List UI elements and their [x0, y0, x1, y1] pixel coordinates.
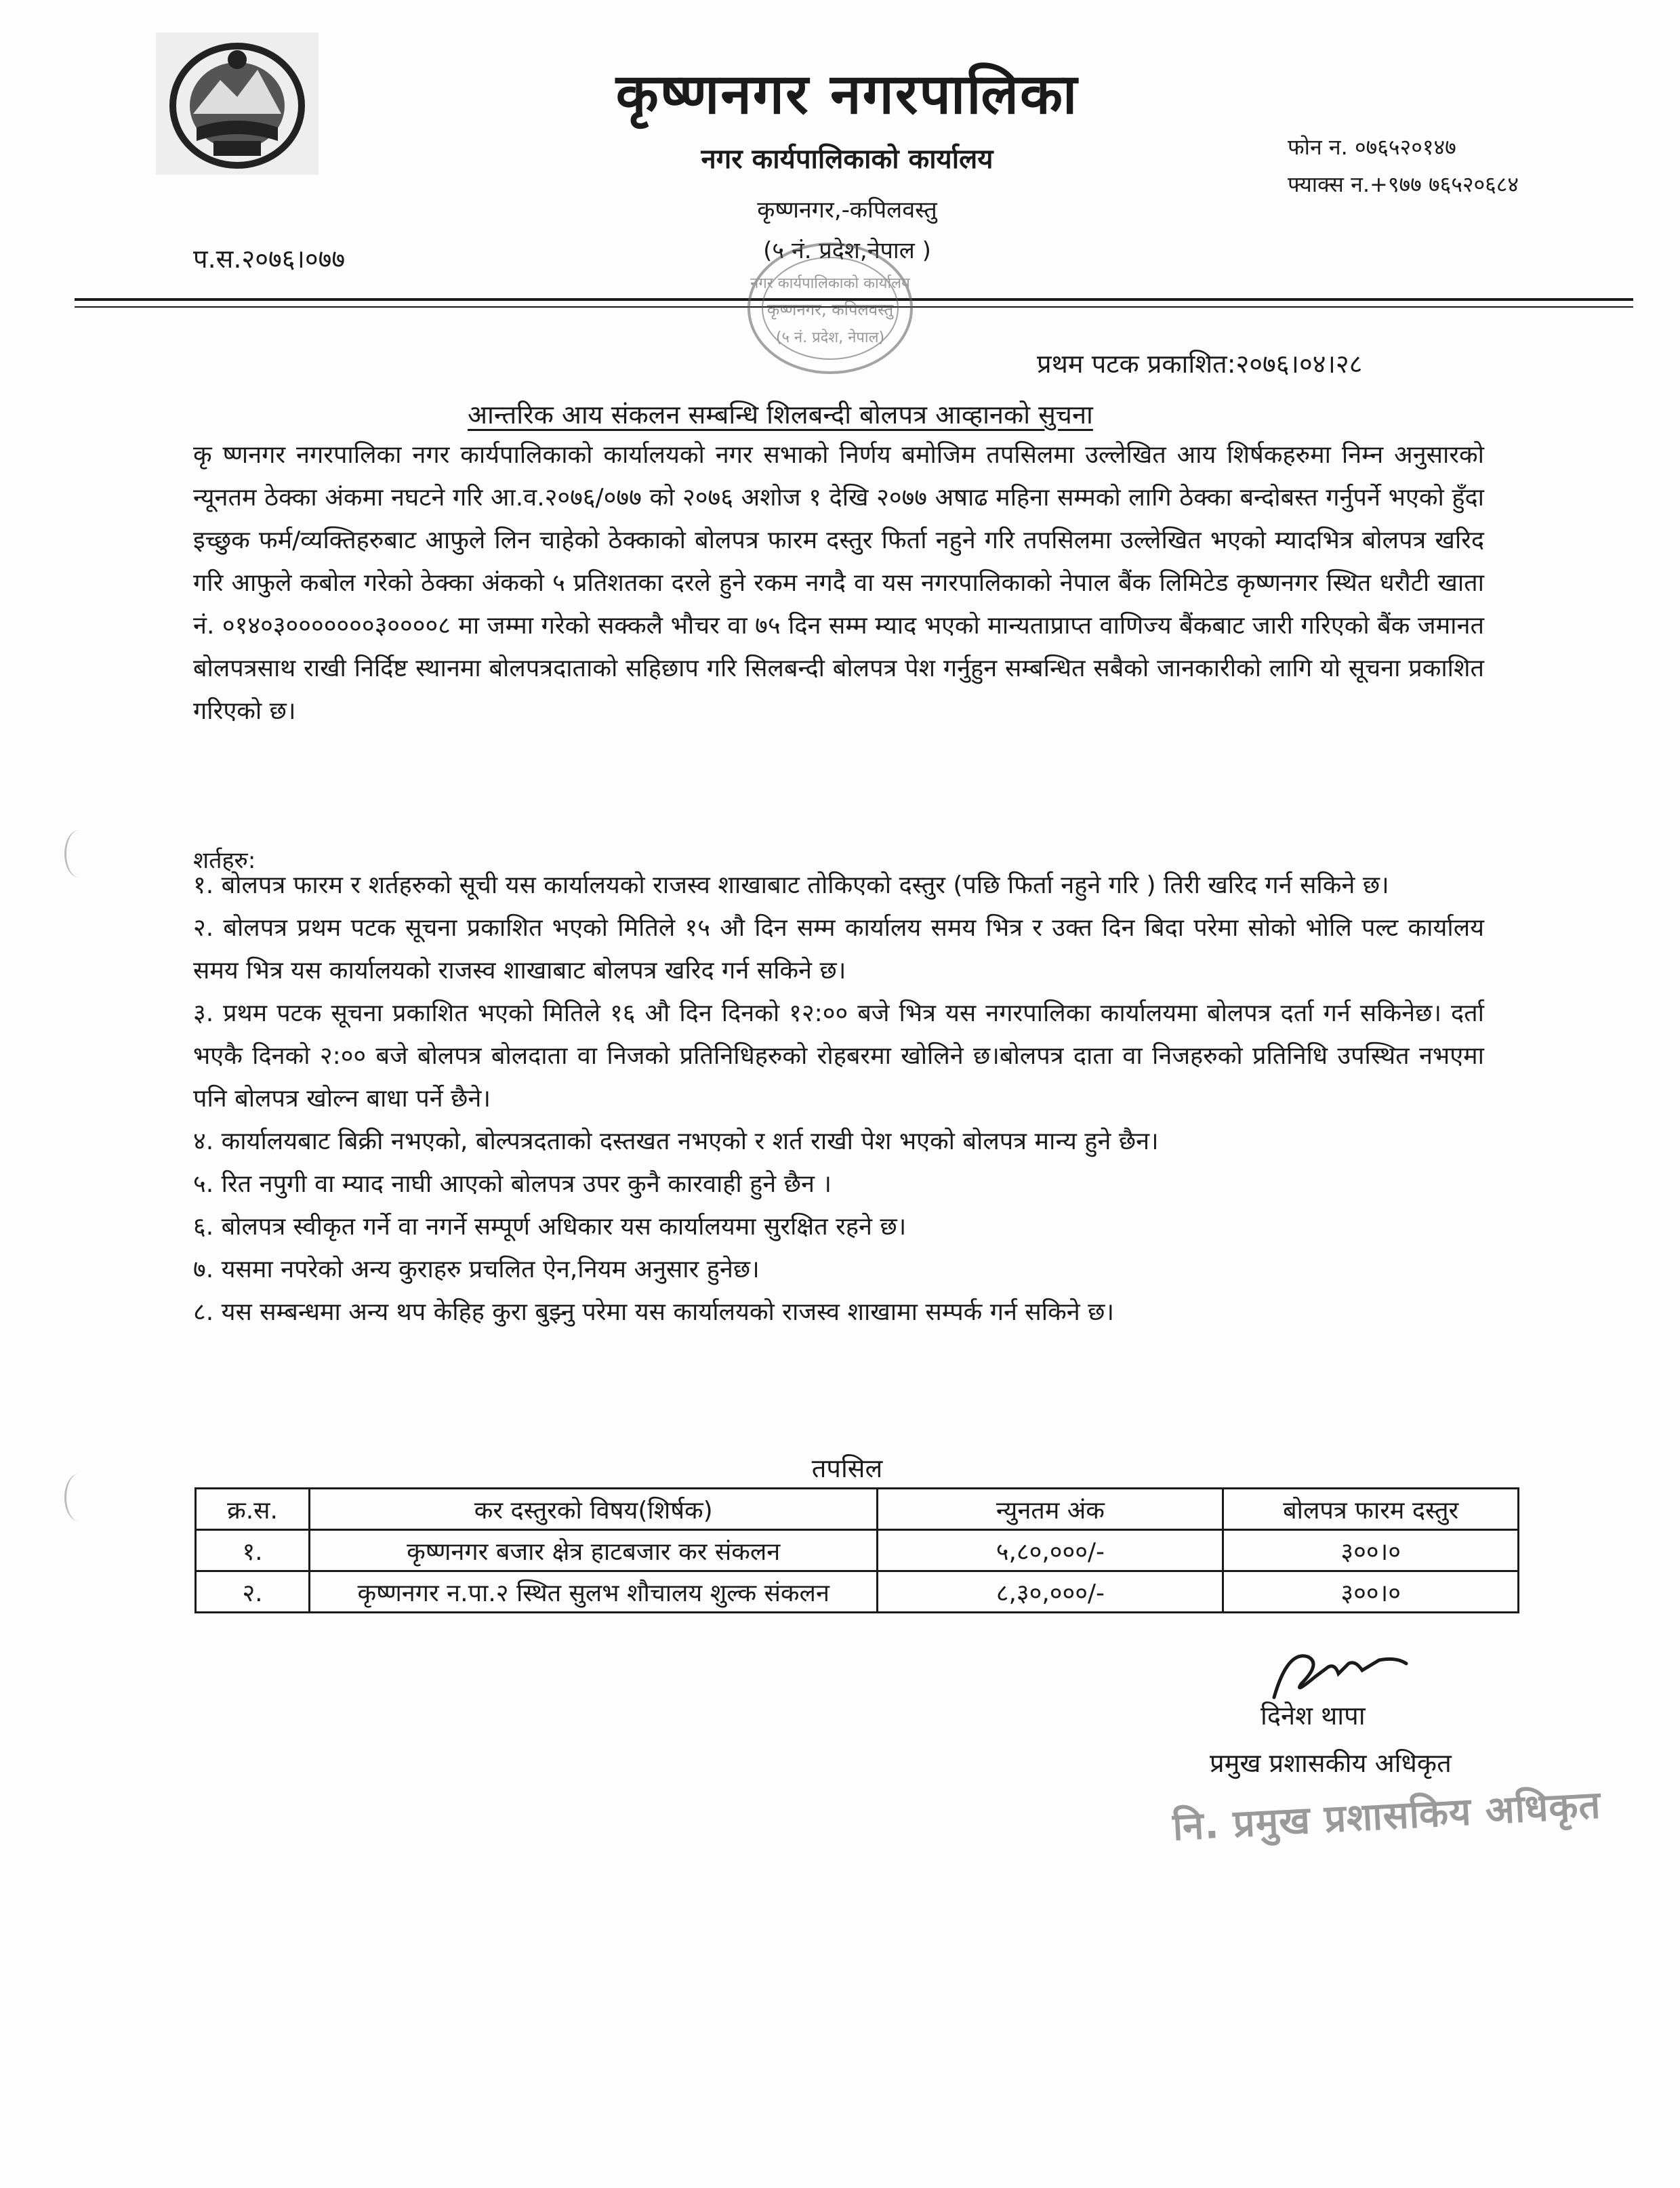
cell-form-fee: ३००।० [1223, 1530, 1519, 1571]
table-row [196, 1530, 1519, 1571]
fax-number: फ्याक्स न.+९७७ ७६५२०६८४ [1288, 171, 1519, 197]
condition-item: १. बोलपत्र फारम र शर्तहरुको सूची यस कार्यालयको राजस्व शाखाबाट तोकिएको दस्तुर (पछि फिर्ता नहुने गरि ) तिरी खरिद गर्न सकिने छ। [193, 871, 1389, 899]
cell-subject: कृष्णनगर न.पा.२ स्थित सुलभ शौचालय शुल्क संकलन [310, 1571, 878, 1613]
condition-item: ४. कार्यालयबाट बिक्री नभएको, बोल्पत्रदताको दस्तखत नभएको र शर्त राखी पेश भएको बोलपत्र मान्य हुने छैन। [193, 1128, 1159, 1155]
phone-number: फोन न. ०७६५२०१४७ [1288, 134, 1456, 160]
punch-hole-mark [64, 830, 94, 878]
address-line-2: (५ नं. प्रदेश,नेपाल ) [763, 237, 931, 264]
office-stamp-graphic [718, 234, 942, 383]
header-form-fee: बोलपत्र फारम दस्तुर [1223, 1489, 1519, 1530]
cell-minimum-amount: ५,८०,०००/- [878, 1530, 1223, 1571]
cell-serial: २. [196, 1571, 310, 1613]
office-subtitle: नगर कार्यपालिकाको कार्यालय [701, 144, 993, 175]
designation-stamp: नि. प्रमुख प्रशासकिय अधिकृत [1171, 1783, 1602, 1850]
address-line-1: कृष्णनगर,-कपिलवस्तु [757, 197, 937, 224]
conditions-list [193, 864, 1484, 1334]
office-stamp [718, 234, 942, 383]
cell-subject: कृष्णनगर बजार क्षेत्र हाटबजार कर संकलन [310, 1530, 878, 1571]
schedule-table [194, 1487, 1519, 1613]
schedule-title: तपसिल [811, 1453, 883, 1483]
header-minimum-amount: न्युनतम अंक [878, 1489, 1223, 1530]
municipality-title: कृष्णनगर नगरपालिका [615, 62, 1079, 127]
condition-item: ६. बोलपत्र स्वीकृत गर्ने वा नगर्ने सम्पूर्ण अधिकार यस कार्यालयमा सुरक्षित रहने छ। [193, 1213, 907, 1241]
stamp-line-1: नगर कार्यपालिकाको कार्यालय [750, 275, 910, 292]
signatory-designation: प्रमुख प्रशासकीय अधिकृत [1210, 1748, 1452, 1778]
condition-item: ७. यसमा नपरेको अन्य कुराहरु प्रचलित ऐन,नियम अनुसार हुनेछ। [193, 1256, 760, 1283]
stamp-line-2: कृष्णनगर, कपिलवस्तु [766, 300, 894, 319]
emblem-icon [156, 33, 319, 175]
table-row [196, 1571, 1519, 1613]
punch-hole-mark [64, 1474, 94, 1521]
condition-item: २. बोलपत्र प्रथम पटक सूचना प्रकाशित भएको मितिले १५ औ दिन सम्म कार्यालय समय भित्र र उक्त दिन बिदा परेमा सोको भोलि पल्ट कार्यालय समय भित्र यस कार्यालयको राजस्व शाखाबाट बोलपत्र खरिद गर्न सकिने छ। [193, 914, 1484, 985]
reference-number: प.स.२०७६।०७७ [193, 244, 346, 274]
cell-minimum-amount: ८,३०,०००/- [878, 1571, 1223, 1613]
condition-item: ३. प्रथम पटक सूचना प्रकाशित भएको मितिले १६ औ दिन दिनको १२:०० बजे भित्र यस नगरपालिका कार्यालयमा बोलपत्र दर्ता गर्न सकिनेछ। दर्ता भएकै दिनको २:०० बजे बोलपत्र बोलदाता वा निजको प्रतिनिधिहरुको रोहबरमा खोलिने छ।बोलपत्र दाता वा निजहरुको प्रतिनिधि उपस्थित नभएमा पनि बोलपत्र खोल्न बाधा पर्ने छैने। [193, 999, 1484, 1113]
condition-item: ८. यस सम्बन्धमा अन्य थप केहिह कुरा बुझ्नु परेमा यस कार्यालयको राजस्व शाखामा सम्पर्क गर्न सकिने छ। [193, 1298, 1115, 1326]
publication-date: प्रथम पटक प्रकाशित:२०७६।०४।२८ [1037, 349, 1363, 379]
signatory-name: दिनेश थापा [1261, 1701, 1366, 1731]
cell-form-fee: ३००।० [1223, 1571, 1519, 1613]
notice-heading: आन्तरिक आय संकलन सम्बन्धि शिलबन्दी बोलपत्र आव्हानको सुचना [468, 400, 1093, 430]
conditions-label: शर्तहरु: [193, 847, 256, 874]
condition-item: ५. रित नपुगी वा म्याद नाघी आएको बोलपत्र उपर कुनै कारवाही हुने छैन । [193, 1170, 832, 1198]
cell-serial: १. [196, 1530, 310, 1571]
header-serial: क्र.स. [196, 1489, 310, 1530]
notice-body: कृ ष्णनगर नगरपालिका नगर कार्यपालिकाको कार्यालयको नगर सभाको निर्णय बमोजिम तपसिलमा उल्लेखित आय शिर्षकहरुमा निम्न अनुसारको न्यूनतम ठेक्का अंकमा नघटने गरि आ.व.२०७६/०७७ को २०७६ अशोज १ देखि २०७७ अषाढ महिना सम्मको लागि ठेक्का बन्दोबस्त गर्नुपर्ने भएको हुँदा इच्छुक फर्म/व्यक्तिहरुबाट आफुले लिन चाहेको ठेक्काको बोलपत्र फारम दस्तुर फिर्ता नहुने गरि तपसिलमा उल्लेखित भएको म्यादभित्र बोलपत्र खरिद गरि आफुले कबोल गरेको ठेक्का अंकको ५ प्रतिशतका दरले हुने रकम नगदै वा यस नगरपालिकाको नेपाल बैंक लिमिटेड कृष्णनगर स्थित धरौटी खाता नं. ०१४०३०००००००३००००८ मा जम्मा गरेको सक्कलै भौचर वा ७५ दिन सम्म म्याद भएको मान्यताप्राप्त वाणिज्य बैंकबाट जारी गरिएको बैंक जमानत बोलपत्रसाथ राखी निर्दिष्ट स्थानमा बोलपत्रदाताको सहिछाप गरि सिलबन्दी बोलपत्र पेश गर्नुहुन सम्बन्धित सबैको जानकारीको लागि यो सूचना प्रकाशित गरिएको छ। [193, 441, 1484, 725]
stamp-line-3: (५ नं. प्रदेश, नेपाल) [775, 329, 885, 346]
nepal-emblem-logo [156, 33, 319, 175]
table-header-row [196, 1489, 1519, 1530]
header-subject: कर दस्तुरको विषय(शिर्षक) [310, 1489, 878, 1530]
